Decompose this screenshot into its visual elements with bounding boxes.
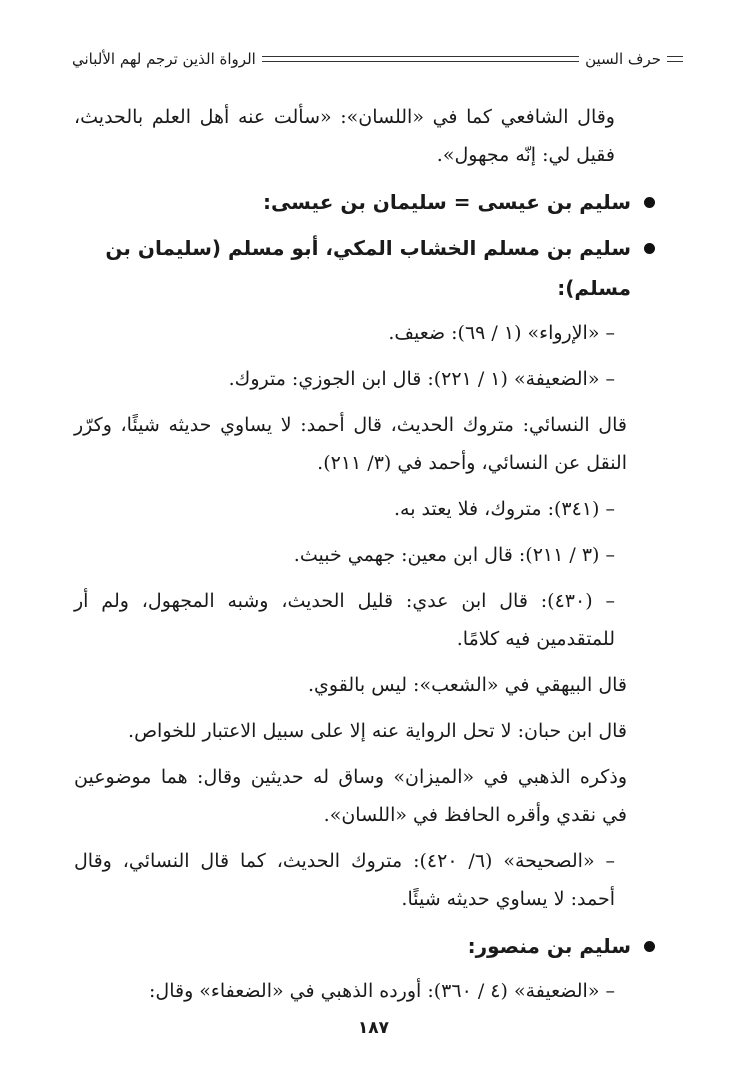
paragraph: وقال الشافعي كما في «اللسان»: «سألت عنه أهل العلم بالحديث، فقيل لي: إنّه مجهول». [74, 106, 615, 166]
page-number: ١٨٧ [357, 1018, 390, 1038]
paragraph: – «الإرواء» (١ / ٦٩): ضعيف. [74, 314, 649, 352]
paragraph: قال ابن حبان: لا تحل الرواية عنه إلا على سبيل الاعتبار للخواص. [128, 720, 627, 742]
paragraph: – «الضعيفة» (٤ / ٣٦٠): أورده الذهبي في «الضعفاء» وقال: [74, 972, 649, 1010]
entry-heading [74, 182, 649, 222]
entry-heading-text: سليم بن منصور: [467, 934, 631, 958]
header-rule-middle [262, 56, 579, 62]
paragraph: وذكره الذهبي في «الميزان» وساق له حديثين وقال: هما موضوعين في نقدي وأقره الحافظ في «اللسان». [74, 766, 627, 826]
running-header [72, 44, 683, 74]
entry-heading-text: سليم بن عيسى = سليمان بن عيسى: [262, 190, 631, 214]
header-book-title: الرواة الذين ترجم لهم الألباني [72, 50, 256, 68]
entry-heading-text: سليم بن مسلم الخشاب المكي، أبو مسلم (سليمان بن مسلم): [105, 236, 631, 300]
header-chapter: حرف السين [585, 50, 661, 68]
paragraph: – (٤٣٠): قال ابن عدي: قليل الحديث، وشبه المجهول، ولم أر للمتقدمين فيه كلامًا. [74, 582, 649, 658]
bullet-icon [644, 243, 655, 254]
paragraph: قال البيهقي في «الشعب»: ليس بالقوي. [308, 674, 627, 696]
entry-heading [74, 228, 649, 308]
bullet-icon [644, 941, 655, 952]
paragraph: قال النسائي: متروك الحديث، قال أحمد: لا يساوي حديثه شيئًا، وكرّر النقل عن النسائي، وأحمد في (٣/ ٢١١). [74, 414, 627, 474]
bullet-icon [644, 197, 655, 208]
paragraph: – (٣٤١): متروك، فلا يعتد به. [74, 490, 649, 528]
header-rule-right [667, 56, 683, 62]
paragraph: – (٣ / ٢١١): قال ابن معين: جهمي خبيث. [74, 536, 649, 574]
page-body [74, 98, 649, 1018]
paragraph: – «الصحيحة» (٦/ ٤٢٠): متروك الحديث، كما قال النسائي، وقال أحمد: لا يساوي حديثه شيئًا. [74, 842, 649, 918]
entry-heading [74, 926, 649, 966]
paragraph: – «الضعيفة» (١ / ٢٢١): قال ابن الجوزي: متروك. [74, 360, 649, 398]
